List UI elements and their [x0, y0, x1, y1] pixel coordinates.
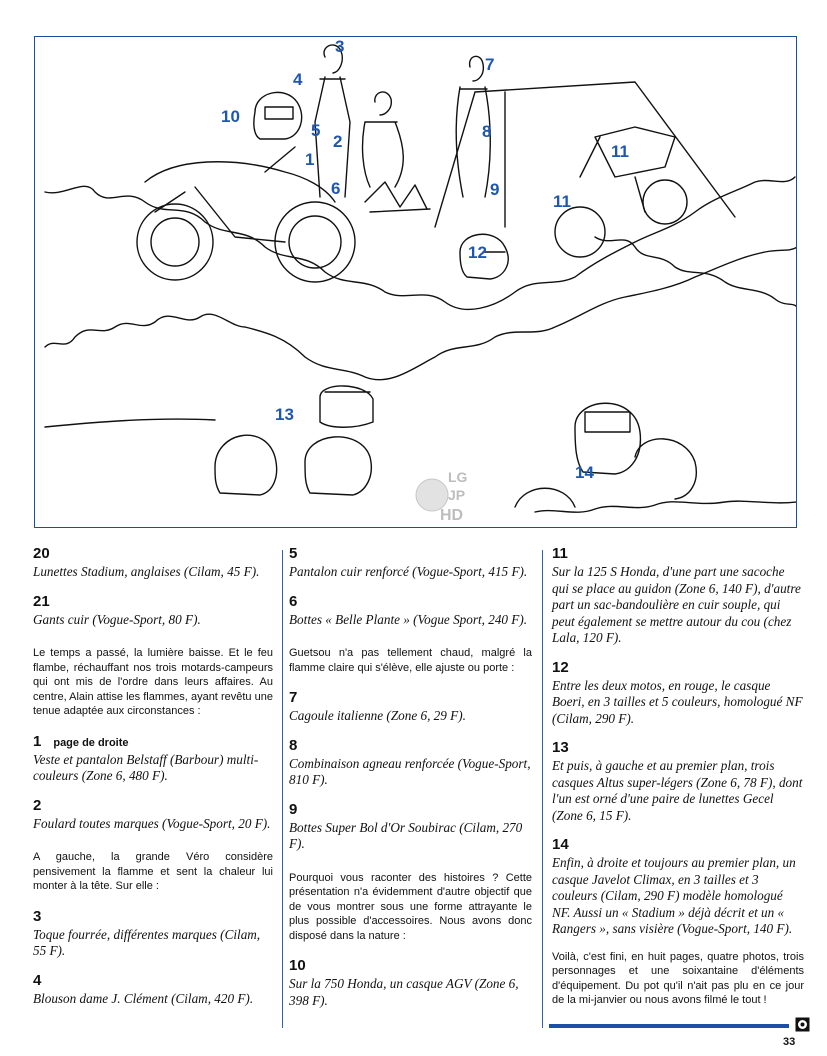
item-text: Pantalon cuir renforcé (Vogue-Sport, 415 F). [289, 564, 528, 579]
item-20 [33, 545, 273, 581]
item-6 [289, 593, 532, 629]
campfire [365, 182, 430, 212]
column-3 [552, 545, 804, 1022]
helmet-14c [515, 488, 575, 507]
label-7: 7 [485, 55, 495, 74]
item-text: Sur la 750 Honda, un casque AGV (Zone 6, 398 F). [289, 976, 519, 1008]
item-text: Cagoule italienne (Zone 6, 29 F). [289, 708, 466, 723]
item-21 [33, 593, 273, 629]
watermark-line2: JP [448, 487, 466, 503]
item-number: 7 [289, 689, 298, 706]
motorcycle-left [137, 147, 355, 282]
item-number: 14 [552, 836, 569, 853]
item-2 [33, 797, 273, 833]
item-text: Enfin, à droite et toujours au premier plan, un casque Javelot Climax, en 3 tailles et 3 couleurs (Cilam, 290 F) modèle homologué NF. Aussi un « Stadium » déjà décrit et un « Rangers », sans visière (Vogue-Sport, 140 F). [552, 855, 796, 936]
label-3: 3 [335, 37, 345, 56]
item-number: 2 [33, 796, 42, 814]
watermark-line1: LG [448, 469, 468, 485]
bush-outline-upper [45, 177, 795, 309]
item-text: Bottes Super Bol d'Or Soubirac (Cilam, 270 F). [289, 819, 523, 851]
bottom-rule [549, 1024, 789, 1028]
item-number: 3 [33, 907, 42, 925]
illustration-frame [34, 36, 797, 528]
item-number: 20 [33, 545, 50, 562]
item-13 [552, 739, 804, 824]
label-9: 9 [490, 180, 500, 199]
paragraph: Pourquoi vous raconter des histoires ? Cette présentation n'a évidemment d'autre objectif que de vous montrer sous une forme attrayante le plus possible d'accessoires. Nous avons donc disposé dans la nature : [289, 871, 532, 942]
goggles-helmet [320, 386, 373, 427]
paragraph: Le temps a passé, la lumière baisse. Et le feu flambe, réchauffant nos trois motards-campeurs qui ont mis de l'ordre dans leurs affaires. Au centre, Alain attise les flammes, ayant revêtu une tenue adaptée aux circonstances : [33, 647, 273, 717]
item-text: Toque fourrée, différentes marques (Cilam, 55 F). [33, 926, 261, 958]
ground-line [45, 419, 215, 427]
item-14 [552, 836, 804, 938]
label-14: 14 [575, 463, 594, 482]
item-4 [33, 972, 273, 1008]
page-number: 33 [783, 1036, 796, 1048]
column-1 [33, 545, 273, 1019]
label-5: 5 [311, 121, 321, 140]
label-11b: 11 [553, 192, 571, 211]
helmet-13a [215, 435, 277, 495]
item-7 [289, 689, 532, 725]
tent-outline [435, 82, 735, 227]
item-3 [33, 908, 273, 960]
item-number: 8 [289, 736, 298, 754]
label-1: 1 [305, 150, 315, 169]
item-text: Blouson dame J. Clément (Cilam, 420 F). [33, 990, 254, 1006]
label-12: 12 [468, 243, 487, 262]
helmet-10 [254, 92, 302, 139]
helmet-13b [305, 437, 371, 495]
watermark-line3: HD [440, 507, 464, 524]
item-number-row [33, 733, 273, 750]
item-text: Et puis, à gauche et au premier plan, trois casques Altus super-légers (Zone 6, 78 F), dont l'un est orné d'une paire de lunettes Gecel (Zone 6, 15 F). [552, 758, 803, 823]
item-text: Foulard toutes marques (Vogue-Sport, 20 F). [33, 815, 271, 831]
item-number: 12 [552, 658, 569, 676]
paragraph: Guetsou n'a pas tellement chaud, malgré la flamme claire qui s'élève, elle ajuste ou porte : [289, 647, 532, 674]
label-6: 6 [331, 179, 341, 198]
item-number: 21 [33, 592, 50, 610]
item-text: Lunettes Stadium, anglaises (Cilam, 45 F). [33, 564, 260, 579]
item-1 [33, 733, 273, 785]
label-11a: 11 [611, 142, 629, 161]
helmet-14b [635, 439, 696, 499]
item-number: 13 [552, 739, 569, 756]
item-text: Sur la 125 S Honda, d'une part une sacoche qui se place au guidon (Zone 6, 140 F), d'autre part un sac-bandoulière en cuir souple, qui peut également se mettre autour du cou (chez Lala, 120 F). [552, 564, 801, 645]
bush-outline-middle [45, 247, 797, 380]
item-text: Gants cuir (Vogue-Sport, 80 F). [33, 611, 201, 627]
item-number: 9 [289, 800, 298, 818]
line-drawing [35, 37, 797, 528]
item-text: Entre les deux motos, en rouge, le casque Boeri, en 3 tailles et 5 couleurs, homologué NF (Cilam, 290 F). [552, 677, 803, 726]
person-alain [363, 92, 404, 187]
item-5 [289, 545, 532, 581]
item-text: Bottes « Belle Plante » (Vogue Sport, 240 F). [289, 611, 528, 627]
item-subheading: page de droite [53, 736, 129, 749]
end-mark-icon [795, 1017, 810, 1032]
column-2 [289, 545, 532, 1021]
label-13: 13 [275, 405, 294, 424]
column-divider-1 [282, 550, 283, 1028]
paragraph: A gauche, la grande Véro considère pensivement la flamme et sent la chaleur lui monter à la tête. Sur elle : [33, 851, 273, 892]
item-number: 4 [33, 971, 42, 989]
item-number: 11 [552, 545, 568, 562]
item-number: 1 [33, 732, 42, 750]
column-divider-2 [542, 550, 543, 1028]
item-number: 5 [289, 545, 298, 562]
item-text: Combinaison agneau renforcée (Vogue-Sport, 810 F). [289, 755, 531, 787]
item-text: Veste et pantalon Belstaff (Barbour) multi-couleurs (Zone 6, 480 F). [33, 751, 259, 783]
item-11 [552, 545, 804, 647]
closing-paragraph: Voilà, c'est fini, en huit pages, quatre photos, trois personnages et une soixantaine d'éléments d'équipement. Du pot qu'il n'ait pas plu en ce jour de la mi-janvier ou nous avons filmé le tout ! [552, 950, 804, 1006]
item-10 [289, 957, 532, 1009]
label-10: 10 [221, 107, 240, 126]
watermark-logo [410, 460, 480, 530]
item-number: 10 [289, 957, 306, 974]
label-8: 8 [482, 122, 492, 141]
item-8 [289, 737, 532, 789]
item-12 [552, 659, 804, 728]
label-2: 2 [333, 132, 343, 151]
item-number: 6 [289, 592, 298, 610]
label-4: 4 [293, 70, 303, 89]
item-9 [289, 801, 532, 853]
